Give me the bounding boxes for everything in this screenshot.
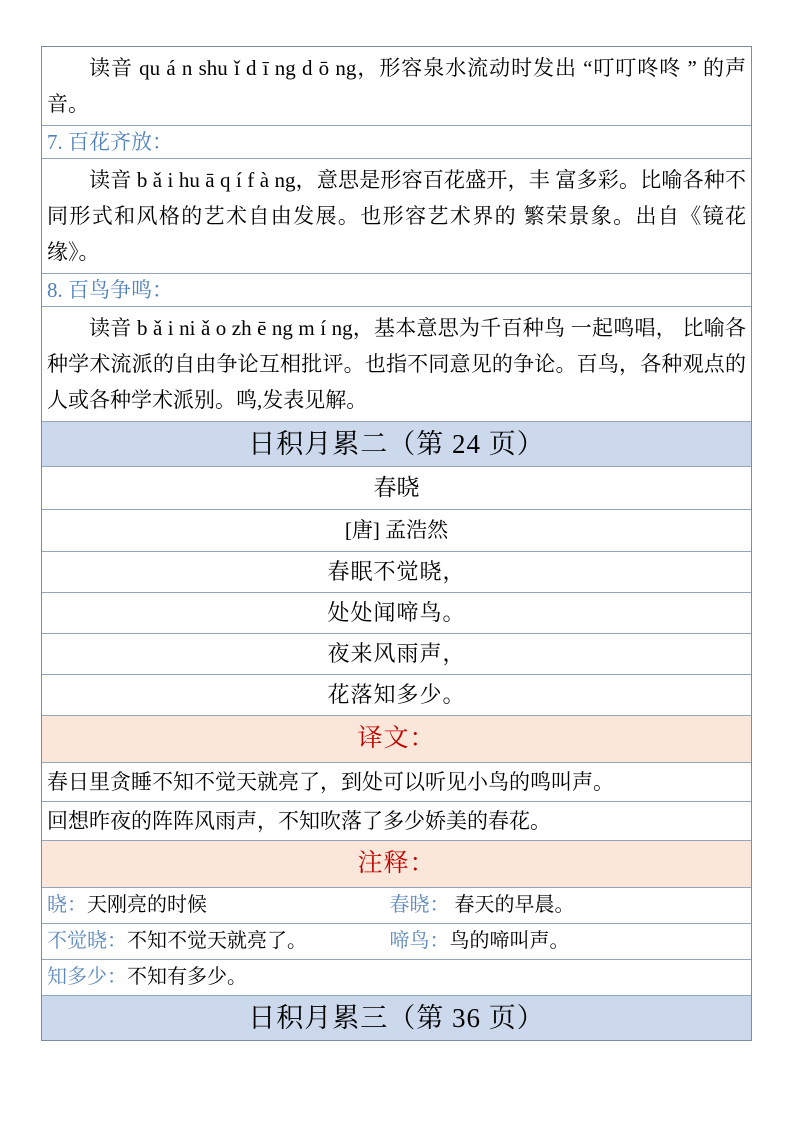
note-row-2 — [42, 924, 751, 960]
poem-author: [唐] 孟浩然 — [42, 510, 751, 552]
note-item — [47, 964, 390, 991]
study-notes-table — [41, 46, 752, 1041]
note-item — [390, 892, 747, 919]
poem-line-3: 夜来风雨声， — [42, 634, 751, 675]
note-item — [47, 892, 390, 919]
note-definition: 鸟的啼叫声。 — [449, 930, 570, 952]
note-term: 春晓： — [389, 894, 450, 916]
section2-banner: 日积月累二（第 24 页） — [42, 422, 751, 467]
poem-title: 春晓 — [42, 467, 751, 510]
section3-banner: 日积月累三（第 36 页） — [42, 996, 751, 1040]
note-row-1 — [42, 888, 751, 924]
notes-heading: 注释： — [42, 841, 751, 888]
note-term: 啼鸟： — [389, 930, 450, 952]
translation-line-2: 回想昨夜的阵阵风雨声，不知吹落了多少娇美的春花。 — [42, 802, 751, 841]
note-row-3 — [42, 960, 751, 996]
note-definition: 春天的早晨。 — [449, 894, 575, 916]
poem-line-4: 花落知多少。 — [42, 675, 751, 716]
note-item — [47, 928, 390, 955]
poem-line-1: 春眠不觉晓， — [42, 552, 751, 593]
entry6-definition: 读音 qu á n shu ǐ d ī ng d ō ng，形容泉水流动时发出 “叮叮咚咚 ” 的声音。 — [42, 47, 751, 126]
translation-line-1: 春日里贪睡不知不觉天就亮了，到处可以听见小鸟的鸣叫声。 — [42, 763, 751, 802]
entry7-heading: 7. 百花齐放： — [42, 126, 751, 159]
note-term: 知多少： — [47, 966, 127, 988]
entry8-definition: 读音 b ǎ i ni ǎ o zh ē ng m í ng，基本意思为千百种鸟 一起鸣唱， 比喻各种学术流派的自由争论互相批评。也指不同意见的争论。百鸟，各种观点的人或各种学术派别。鸣,发表见解。 — [42, 307, 751, 422]
entry7-definition: 读音 b ǎ i hu ā q í f à ng，意思是形容百花盛开，丰 富多彩。比喻各种不同形式和风格的艺术自由发展。也形容艺术界的 繁荣景象。出自《镜花缘》。 — [42, 159, 751, 274]
note-definition: 不知不觉天就亮了。 — [127, 930, 307, 952]
note-definition: 天刚亮的时候 — [87, 894, 207, 916]
translation-heading: 译文： — [42, 716, 751, 763]
note-item — [390, 928, 747, 955]
note-definition: 不知有多少。 — [127, 966, 247, 988]
poem-line-2: 处处闻啼鸟。 — [42, 593, 751, 634]
note-term: 不觉晓： — [47, 930, 127, 952]
note-term: 晓： — [47, 894, 87, 916]
entry8-heading: 8. 百鸟争鸣： — [42, 274, 751, 307]
